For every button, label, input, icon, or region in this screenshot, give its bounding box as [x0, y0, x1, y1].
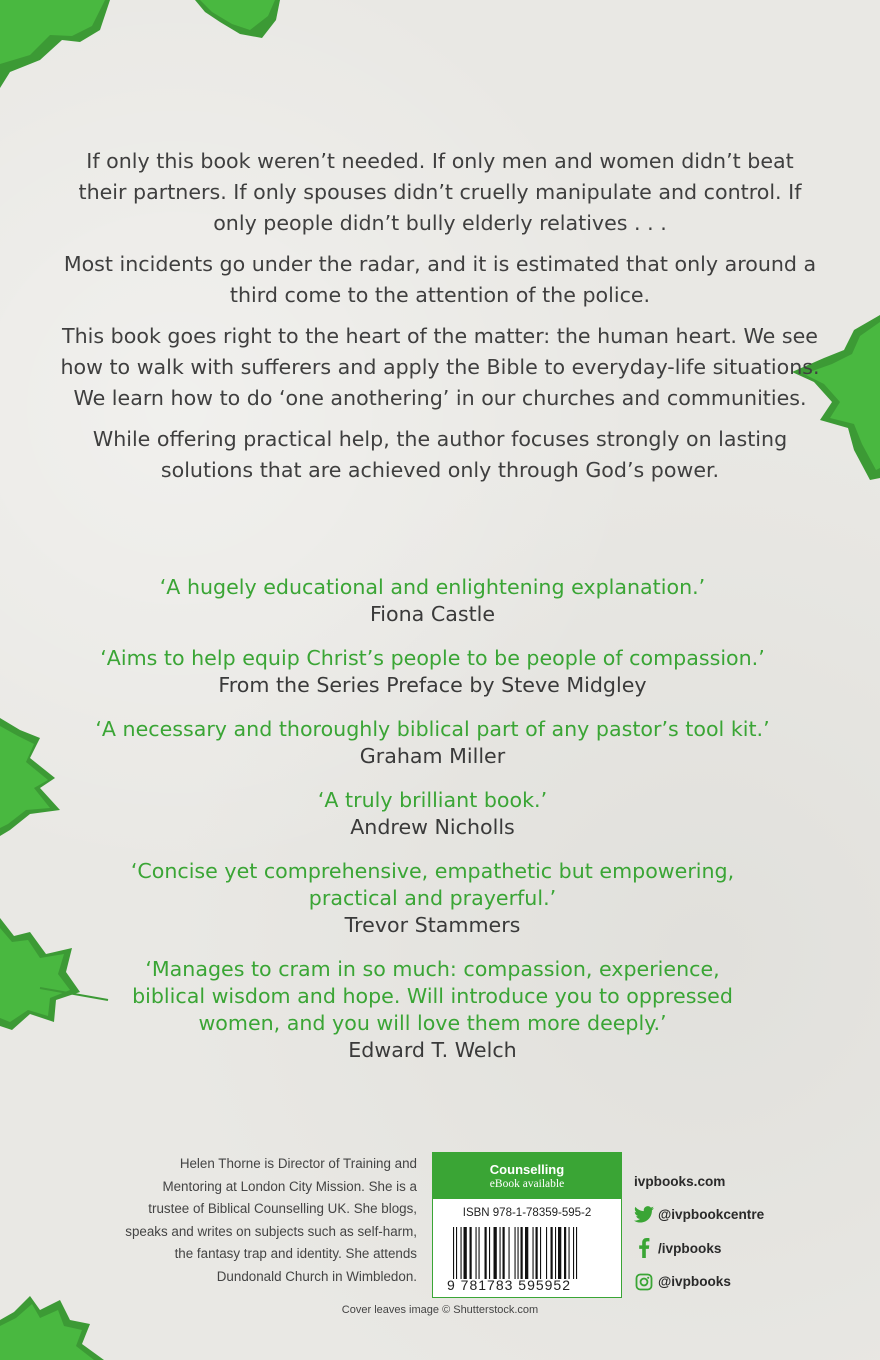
facebook-link[interactable]	[634, 1237, 764, 1259]
endorsement-quote: ‘A necessary and thoroughly biblical part of any pastor’s tool kit.’	[95, 717, 770, 741]
website-label[interactable]: ivpbooks.com	[634, 1173, 726, 1189]
endorsement-quote: ‘Concise yet comprehensive, empathetic but empowering, practical and prayerful.’	[130, 859, 735, 910]
leaf-icon	[0, 1290, 110, 1360]
twitter-icon	[634, 1205, 654, 1225]
endorsement	[60, 574, 805, 628]
endorsement	[60, 858, 805, 939]
twitter-handle[interactable]: @ivpbookcentre	[658, 1207, 765, 1222]
endorsement-author: From the Series Preface by Steve Midgley	[218, 673, 647, 697]
endorsement-quote: ‘A hugely educational and enlightening explanation.’	[159, 575, 706, 599]
series-label: Counselling	[489, 1162, 565, 1177]
endorsements	[60, 574, 805, 1081]
barcode-panel	[432, 1152, 622, 1298]
blurb-paragraph: If only this book weren’t needed. If only men and women didn’t beat their partners. If only spouses didn’t cruelly manipulate and control. If only people didn’t bully elderly relatives . . .	[78, 149, 802, 235]
facebook-handle[interactable]: /ivpbooks	[658, 1240, 722, 1256]
endorsement-author: Edward T. Welch	[348, 1038, 517, 1062]
isbn-label: ISBN 978-1-78359-595-2	[462, 1207, 592, 1219]
ebook-note: eBook available	[489, 1178, 565, 1190]
blurb-paragraph: This book goes right to the heart of the matter: the human heart. We see how to walk with sufferers and apply the Bible to everyday-life situations. We learn how to do ‘one anothering’ in our churches and communities.	[60, 324, 820, 410]
endorsement-quote: ‘Aims to help equip Christ’s people to be people of compassion.’	[100, 646, 765, 670]
instagram-handle[interactable]: @ivpbooks	[658, 1274, 731, 1289]
endorsement-author: Trevor Stammers	[344, 913, 521, 937]
blurb	[60, 146, 820, 496]
blurb-paragraph: Most incidents go under the radar, and it is estimated that only around a third come to the attention of the police.	[63, 252, 817, 307]
barcode-icon	[453, 1227, 613, 1279]
twitter-link[interactable]	[634, 1204, 764, 1226]
endorsement-author: Andrew Nicholls	[350, 815, 515, 839]
endorsement	[60, 956, 805, 1064]
instagram-link[interactable]	[634, 1271, 764, 1293]
website-link[interactable]	[634, 1170, 764, 1192]
endorsement	[60, 716, 805, 770]
barcode-digits: 9 781783 595952	[447, 1277, 571, 1293]
endorsement-author: Graham Miller	[359, 744, 506, 768]
endorsement	[60, 787, 805, 841]
endorsement-quote: ‘Manages to cram in so much: compassion, experience, biblical wisdom and hope. Will introduce you to oppressed women, and you will love them more deeply.’	[132, 957, 733, 1035]
blurb-paragraph: While offering practical help, the author focuses strongly on lasting solutions that are achieved only through God’s power.	[92, 427, 788, 482]
facebook-icon	[634, 1238, 654, 1258]
series-banner	[433, 1153, 621, 1199]
endorsement-quote: ‘A truly brilliant book.’	[317, 788, 548, 812]
endorsement-author: Fiona Castle	[369, 602, 496, 626]
social-links	[634, 1170, 764, 1304]
endorsement	[60, 645, 805, 699]
author-bio: Helen Thorne is Director of Training and Mentoring at London City Mission. She is a trustee of Biblical Counselling UK. She blogs, speaks and writes on subjects such as self-harm, the fantasy trap and identity. She attends Dundonald Church in Wimbledon.	[125, 1156, 417, 1284]
image-credit: Cover leaves image © Shutterstock.com	[341, 1304, 539, 1316]
leaf-icon	[0, 0, 290, 110]
instagram-icon	[634, 1272, 654, 1292]
